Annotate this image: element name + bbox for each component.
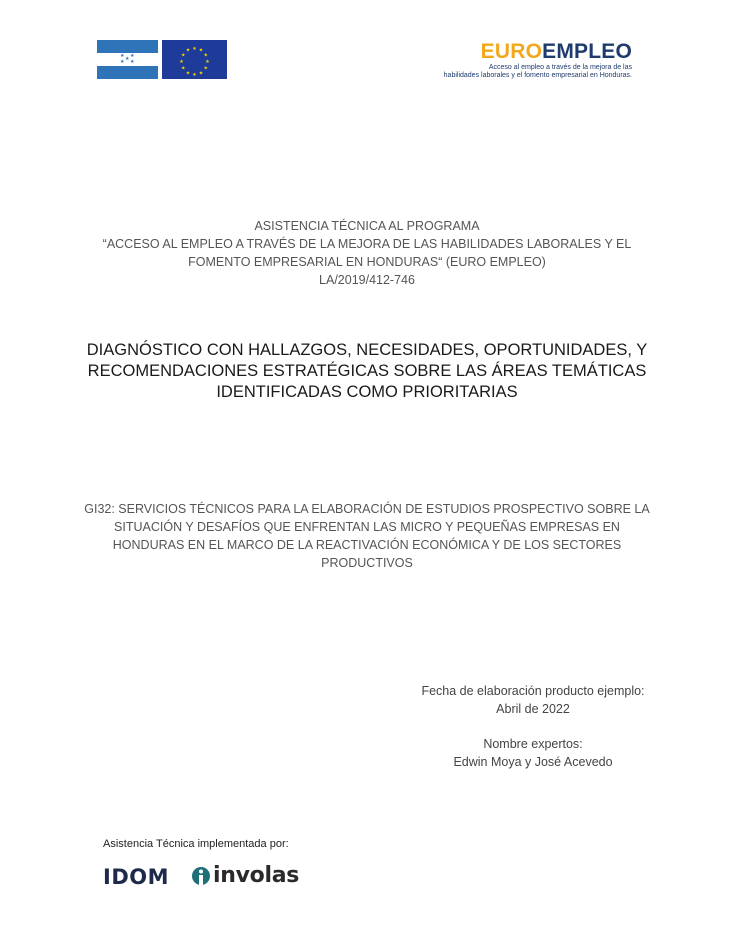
svg-text:★: ★: [180, 52, 186, 59]
service-line-4: PRODUCTIVOS: [321, 556, 413, 570]
european-union-flag: [162, 40, 227, 79]
svg-text:★: ★: [198, 70, 204, 77]
experts: [400, 735, 666, 771]
service-line-3: HONDURAS EN EL MARCO DE LA REACTIVACIÓN ECONÓMICA Y DE LOS SECTORES: [112, 538, 622, 552]
euroempleo-wordmark: [430, 41, 632, 63]
svg-text:★: ★: [185, 47, 191, 54]
involas-logo: [191, 863, 299, 888]
idom-logo: IDOM: [103, 865, 169, 889]
document-title: [80, 340, 654, 403]
program-heading: [80, 217, 654, 289]
svg-text:★: ★: [198, 47, 204, 54]
service-line-2: SITUACIÓN Y DESAFÍOS QUE ENFRENTAN LAS MICRO Y PEQUEÑAS EMPRESAS EN: [114, 520, 620, 534]
program-line-4: LA/2019/412-746: [319, 273, 415, 287]
experts-label: Nombre expertos:: [483, 737, 583, 751]
tagline-line-1: Acceso al empleo a través de la mejora de las: [488, 64, 632, 71]
svg-text:★: ★: [205, 59, 210, 65]
elaboration-date: [400, 682, 666, 718]
svg-text:★: ★: [192, 46, 197, 52]
svg-text:★: ★: [203, 65, 209, 72]
program-line-1: ASISTENCIA TÉCNICA AL PROGRAMA: [254, 219, 480, 233]
program-line-2: “ACCESO AL EMPLEO A TRAVÉS DE LA MEJORA DE LAS HABILIDADES LABORALES Y EL: [102, 237, 632, 251]
title-line-3: IDENTIFICADAS COMO PRIORITARIAS: [216, 383, 518, 401]
svg-text:★: ★: [192, 72, 197, 78]
service-description: [80, 500, 654, 572]
euroempleo-tagline: [430, 64, 632, 80]
empleo-word: EMPLEO: [542, 40, 632, 63]
involas-mark-icon: [191, 866, 211, 886]
honduras-flag: ★ ★ ★ ★ ★: [97, 40, 158, 79]
svg-text:★: ★: [180, 65, 186, 72]
eu-stars-icon: [162, 40, 227, 79]
euro-word: EURO: [480, 40, 543, 63]
title-line-2: RECOMENDACIONES ESTRATÉGICAS SOBRE LAS ÁREAS TEMÁTICAS: [87, 362, 647, 380]
experts-value: Edwin Moya y José Acevedo: [453, 755, 613, 769]
service-line-1: GI32: SERVICIOS TÉCNICOS PARA LA ELABORACIÓN DE ESTUDIOS PROSPECTIVO SOBRE LA: [84, 502, 650, 516]
svg-text:★: ★: [185, 70, 191, 77]
program-line-3: FOMENTO EMPRESARIAL EN HONDURAS“ (EURO EMPLEO): [188, 255, 546, 269]
implemented-by-label: Asistencia Técnica implementada por:: [103, 838, 289, 850]
tagline-line-2: habilidades laborales y el fomento empresarial en Honduras.: [443, 72, 632, 79]
date-value: Abril de 2022: [496, 702, 570, 716]
euroempleo-logo: [430, 41, 632, 80]
svg-text:★: ★: [179, 59, 184, 65]
svg-text:★: ★: [203, 52, 209, 59]
title-line-1: DIAGNÓSTICO CON HALLAZGOS, NECESIDADES, OPORTUNIDADES, Y: [86, 341, 648, 359]
date-label: Fecha de elaboración producto ejemplo:: [421, 684, 645, 698]
involas-wordmark: involas: [213, 863, 300, 888]
